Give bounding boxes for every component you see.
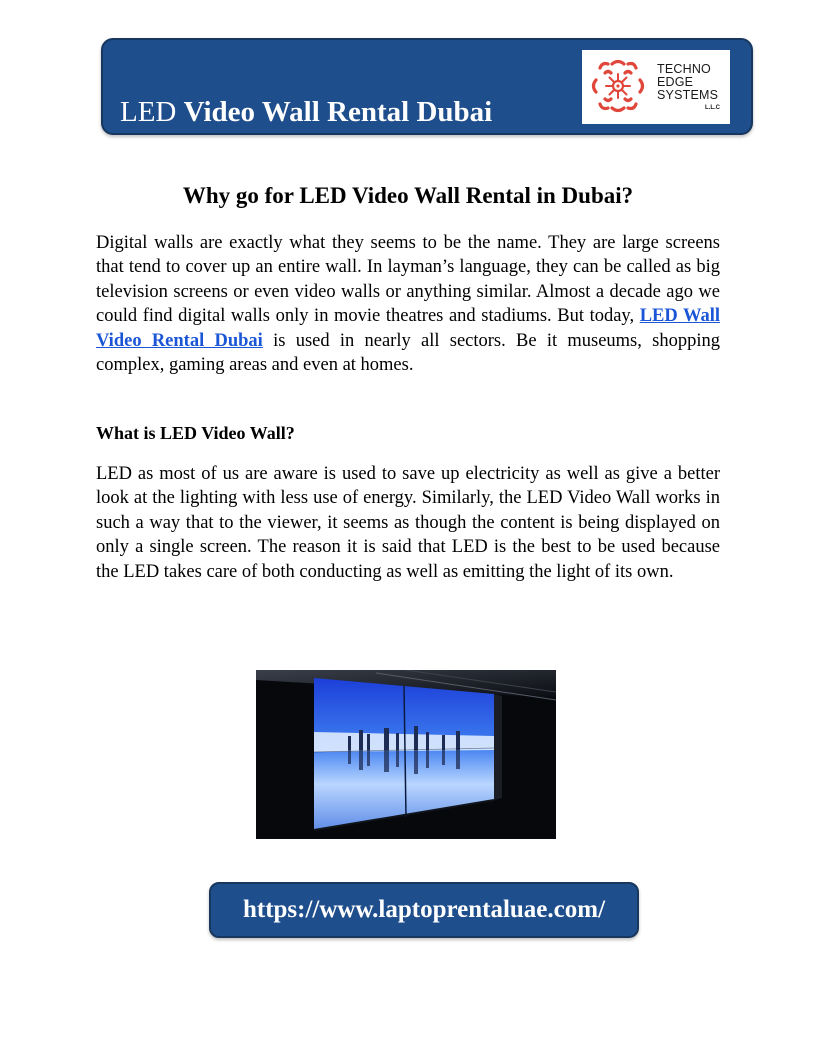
company-suffix: L.L.C bbox=[705, 105, 720, 111]
sunburst-logo-icon bbox=[590, 58, 646, 114]
intro-paragraph bbox=[96, 231, 720, 377]
company-name bbox=[657, 63, 718, 102]
website-url-button[interactable]: https://www.laptoprentaluae.com/ bbox=[209, 882, 639, 938]
intro-paragraph-end: is used in nearly all sectors. Be it museums, shopping complex, gaming areas and even at homes. bbox=[96, 330, 720, 376]
video-wall-photo bbox=[256, 670, 556, 839]
header-title bbox=[120, 96, 492, 128]
page-title: Why go for LED Video Wall Rental in Dubai? bbox=[182, 183, 634, 208]
header-title-bold: Video Wall Rental Dubai bbox=[183, 96, 493, 128]
header-title-light: LED bbox=[120, 96, 177, 128]
header-banner bbox=[101, 38, 753, 135]
video-wall-illustration bbox=[256, 670, 556, 839]
led-explanation-paragraph: LED as most of us are aware is used to save up electricity as well as give a better look at the lighting with less use of energy. Similarly, the LED Video Wall works in such a way that to the viewer, it seems as though the content is being displayed on only a single screen. The reason it is said that LED is the best to be used because the LED takes care of both conducting as well as emitting the light of its own. bbox=[96, 464, 720, 582]
led-wall-rental-link[interactable]: LED Wall Video Rental Dubai bbox=[96, 306, 721, 351]
section-subheading: What is LED Video Wall? bbox=[96, 423, 295, 443]
company-name-line-1: TECHNO bbox=[657, 62, 711, 76]
company-name-line-3: SYSTEMS bbox=[657, 88, 719, 102]
company-logo bbox=[582, 50, 730, 124]
company-name-line-2: EDGE bbox=[657, 75, 694, 89]
intro-paragraph-start: Digital walls are exactly what they seems to be the name. They are large screens that tend to cover up an entire wall. In layman’s language, they can be called as big television screens or even video walls or anything similar. Almost a decade ago we could find digital walls only in movie theatres and stadiums. But today, bbox=[96, 233, 720, 327]
